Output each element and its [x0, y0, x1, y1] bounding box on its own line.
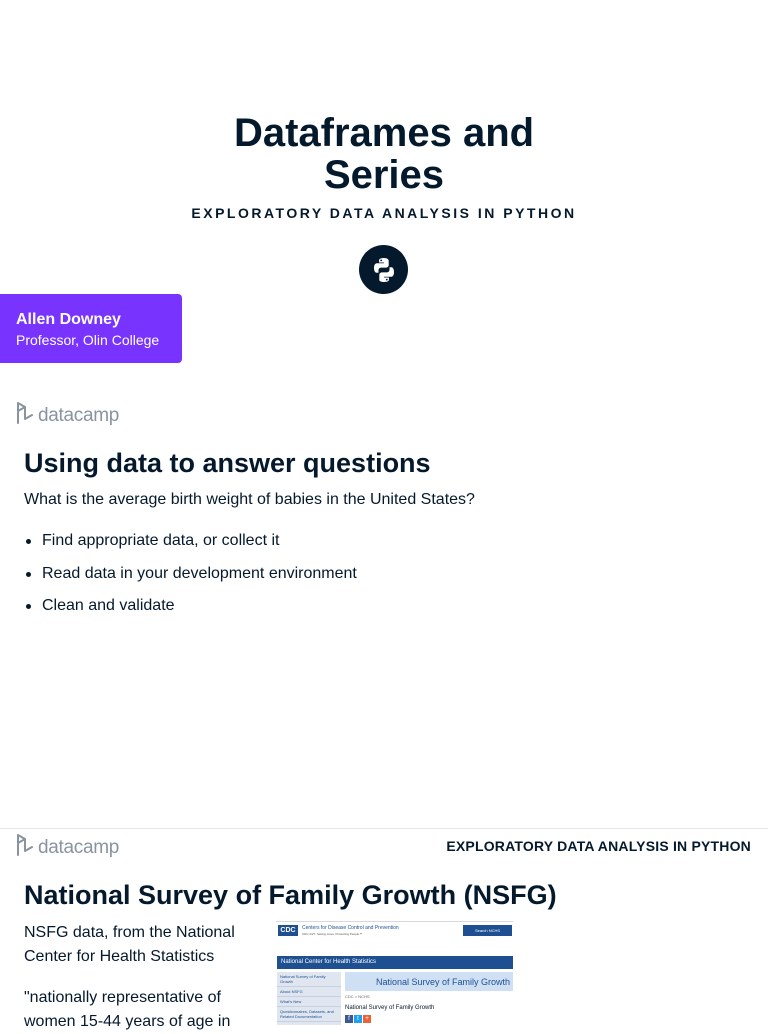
share-buttons: [345, 1015, 371, 1023]
python-icon: [359, 245, 408, 294]
course-subtitle: EXPLORATORY DATA ANALYSIS IN PYTHON: [191, 205, 577, 221]
list-item: [24, 530, 357, 563]
breadcrumb: CDC > NCHS: [345, 994, 370, 999]
datacamp-logo: [16, 834, 119, 861]
list-item-text: Read data in your development environment: [42, 564, 357, 582]
slide-heading: Using data to answer questions: [24, 448, 431, 478]
cdc-org-name: Centers for Disease Control and Prevention: [302, 925, 399, 931]
sidebar-item: National Survey of Family Growth: [277, 972, 341, 987]
slide-paragraph: NSFG data, from the National Center for Health Statistics: [24, 924, 235, 965]
nsfg-website-screenshot: [276, 921, 513, 1025]
author-card: [0, 294, 182, 363]
author-role: Professor, Olin College: [16, 332, 160, 348]
nsfg-banner-title: National Survey of Family Growth: [376, 977, 511, 987]
twitter-icon: t: [354, 1015, 362, 1023]
sidebar-item: What's New: [277, 997, 341, 1007]
slide-heading: National Survey of Family Growth (NSFG): [24, 880, 557, 910]
slide-title: [0, 112, 768, 196]
bullet-dot: [26, 572, 31, 577]
cdc-logo: CDC: [278, 925, 298, 936]
bullet-list: [24, 530, 357, 628]
slide-divider: [0, 828, 768, 829]
datacamp-logo-text: datacamp: [38, 836, 120, 858]
slide-quote: "nationally representative of women 15-44 years of age in: [24, 989, 231, 1030]
datacamp-logo-icon: [16, 402, 34, 429]
nchs-bar: National Center for Health Statistics: [277, 956, 513, 969]
author-name: Allen Downey: [16, 311, 121, 328]
facebook-icon: f: [345, 1015, 353, 1023]
list-item-text: Find appropriate data, or collect it: [42, 532, 280, 549]
cdc-org-tagline: CDC 24/7: Saving Lives, Protecting People™: [302, 932, 363, 936]
slide-title-line2: Series: [323, 153, 445, 197]
list-item-text: Clean and validate: [42, 597, 175, 614]
slide-title-line1: Dataframes and: [233, 111, 535, 155]
cdc-search-button: Search NCHS: [463, 925, 512, 936]
datacamp-logo-text: datacamp: [38, 404, 120, 426]
page-title: National Survey of Family Growth: [345, 1005, 435, 1011]
bullet-dot: [26, 539, 31, 544]
list-item: [24, 563, 357, 596]
cdc-org: [302, 925, 399, 937]
sidebar-item: About NSFG: [277, 987, 341, 997]
bullet-dot: [26, 604, 31, 609]
cdc-sidebar: [277, 972, 341, 1025]
datacamp-logo-icon: [16, 834, 34, 861]
share-plus-icon: +: [363, 1015, 371, 1023]
datacamp-logo: [16, 402, 119, 429]
sidebar-item: Questionnaires, Datasets, and Related Documentation: [277, 1007, 341, 1022]
slide-question: What is the average birth weight of babies in the United States?: [24, 491, 475, 508]
list-item: [24, 595, 357, 628]
course-label: EXPLORATORY DATA ANALYSIS IN PYTHON: [446, 838, 751, 854]
